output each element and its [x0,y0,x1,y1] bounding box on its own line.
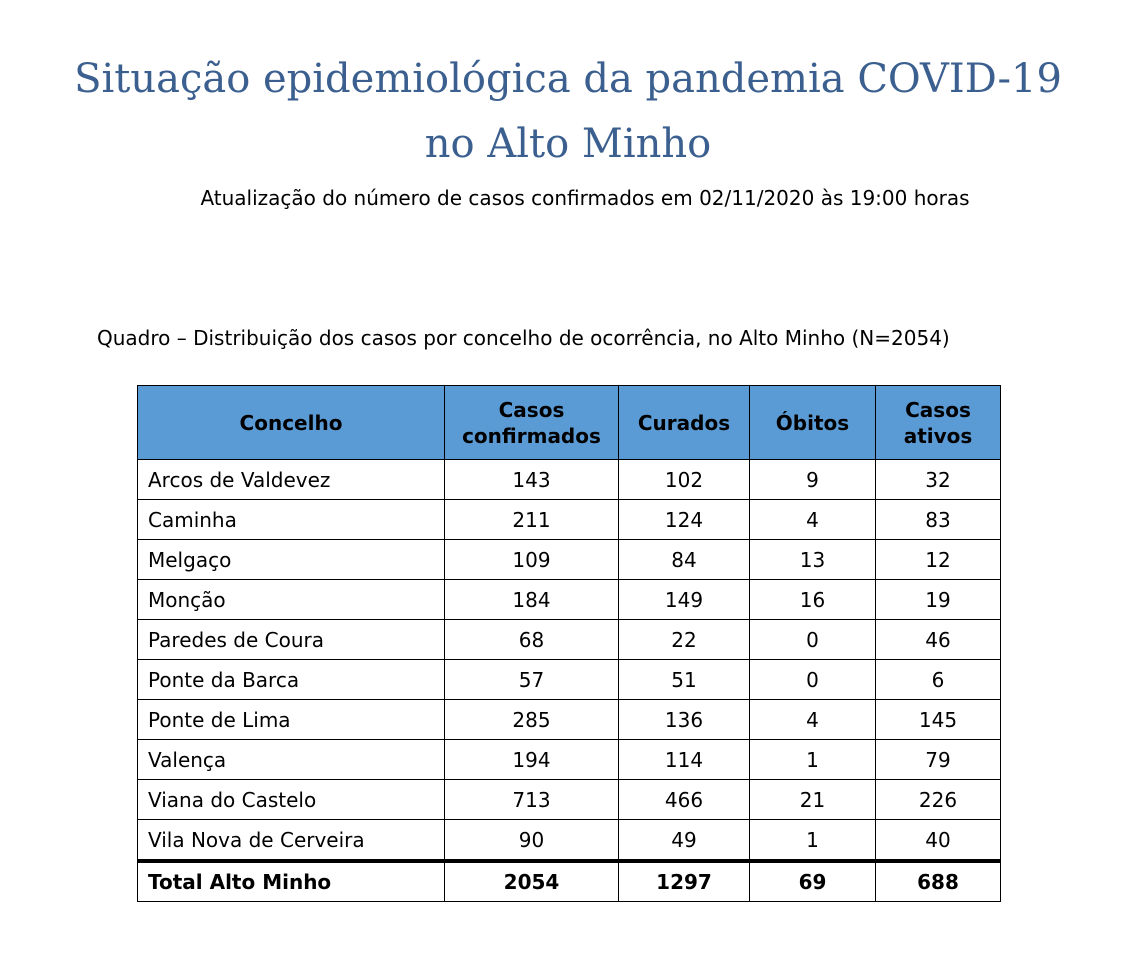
cell-casos-confirmados: 194 [445,740,619,780]
page-title-line-2: no Alto Minho [424,121,712,167]
cell-casos-confirmados: 109 [445,540,619,580]
header-casos-ativos-text: Casos ativos [903,397,973,448]
cell-casos-confirmados: 90 [445,820,619,862]
cell-obitos: 21 [750,780,876,820]
cell-obitos: 13 [750,540,876,580]
table-row [138,820,1001,862]
cell-casos-ativos: 6 [876,660,1001,700]
header-curados: Curados [619,386,750,460]
total-obitos: 69 [750,861,876,902]
table-row [138,780,1001,820]
header-casos-ativos [876,386,1001,460]
cell-concelho: Melgaço [138,540,445,580]
table-row [138,620,1001,660]
total-curados: 1297 [619,861,750,902]
header-casos-confirmados-text: Casos confirmados [462,397,601,448]
cell-concelho: Arcos de Valdevez [138,460,445,500]
header-casos-confirmados [445,386,619,460]
cell-curados: 51 [619,660,750,700]
cell-casos-confirmados: 68 [445,620,619,660]
cell-obitos: 1 [750,820,876,862]
cell-casos-confirmados: 211 [445,500,619,540]
cell-obitos: 1 [750,740,876,780]
cell-casos-ativos: 79 [876,740,1001,780]
cell-concelho: Caminha [138,500,445,540]
cell-curados: 22 [619,620,750,660]
cell-casos-ativos: 46 [876,620,1001,660]
cell-curados: 49 [619,820,750,862]
table-caption: Quadro – Distribuição dos casos por concelho de ocorrência, no Alto Minho (N=2054) [97,326,950,350]
cell-casos-ativos: 32 [876,460,1001,500]
table-header-row [138,386,1001,460]
table-total-row [138,861,1001,902]
cell-casos-ativos: 226 [876,780,1001,820]
table-row [138,740,1001,780]
cell-concelho: Vila Nova de Cerveira [138,820,445,862]
cell-casos-confirmados: 143 [445,460,619,500]
cell-casos-ativos: 83 [876,500,1001,540]
cell-concelho: Ponte de Lima [138,700,445,740]
cell-casos-ativos: 40 [876,820,1001,862]
cell-concelho: Monção [138,580,445,620]
cell-curados: 114 [619,740,750,780]
cell-obitos: 16 [750,580,876,620]
page-title-line-1: Situação epidemiológica da pandemia COVID-19 [74,56,1062,102]
table-row [138,460,1001,500]
header-obitos: Óbitos [750,386,876,460]
cell-obitos: 0 [750,620,876,660]
cell-curados: 84 [619,540,750,580]
cell-casos-ativos: 12 [876,540,1001,580]
table-row [138,580,1001,620]
cell-concelho: Viana do Castelo [138,780,445,820]
cell-obitos: 9 [750,460,876,500]
cell-curados: 102 [619,460,750,500]
cell-casos-confirmados: 57 [445,660,619,700]
cell-casos-ativos: 19 [876,580,1001,620]
cell-concelho: Valença [138,740,445,780]
table-row [138,660,1001,700]
cell-obitos: 4 [750,500,876,540]
cases-table [137,385,1001,902]
table-row [138,540,1001,580]
cell-curados: 136 [619,700,750,740]
table-row [138,500,1001,540]
update-subtitle: Atualização do número de casos confirmados em 02/11/2020 às 19:00 horas [200,186,970,210]
cell-obitos: 0 [750,660,876,700]
cell-obitos: 4 [750,700,876,740]
cell-casos-confirmados: 285 [445,700,619,740]
cell-concelho: Ponte da Barca [138,660,445,700]
total-casos-confirmados: 2054 [445,861,619,902]
cell-curados: 466 [619,780,750,820]
cell-curados: 149 [619,580,750,620]
total-casos-ativos: 688 [876,861,1001,902]
header-concelho: Concelho [138,386,445,460]
table-row [138,700,1001,740]
cell-casos-confirmados: 184 [445,580,619,620]
total-label: Total Alto Minho [138,861,445,902]
cell-casos-ativos: 145 [876,700,1001,740]
cell-casos-confirmados: 713 [445,780,619,820]
cell-curados: 124 [619,500,750,540]
cell-concelho: Paredes de Coura [138,620,445,660]
